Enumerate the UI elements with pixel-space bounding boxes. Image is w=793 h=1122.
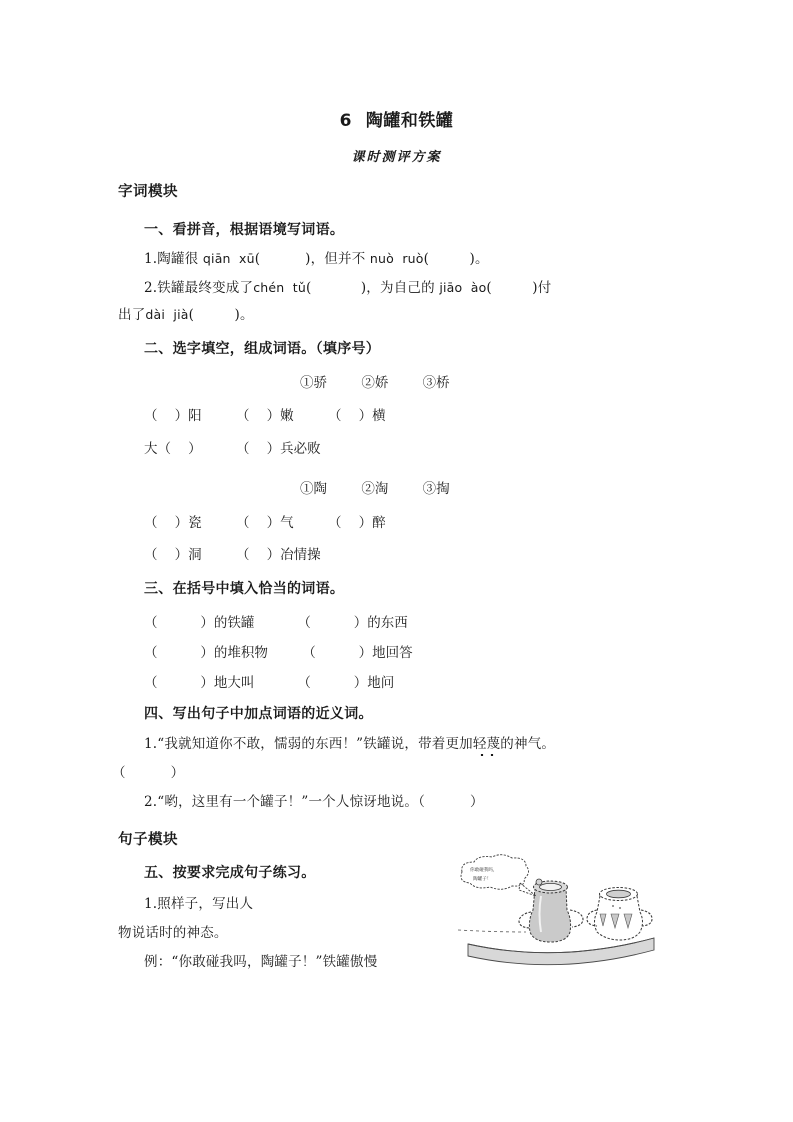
module-heading-zici: 字词模块 — [118, 184, 178, 200]
speech-bubble — [461, 855, 536, 896]
q3-row-3[interactable]: （ ）地大叫 （ ）地问 — [144, 675, 395, 691]
q5-line-1: 1.照样子，写出人 — [144, 896, 254, 912]
q2-group2-row-2[interactable]: （ ）洞 （ ）冶情操 — [144, 547, 321, 563]
q1-item-2-text-a: 铁罐最终变成了 — [157, 280, 254, 296]
shelf-shape — [468, 938, 654, 965]
speech-bubble-line-2: 陶罐子！ — [473, 877, 492, 882]
q2-group1-row-1[interactable]: （ ）阳 （ ）嫩 （ ）横 — [144, 408, 386, 424]
question-heading-2: 二、选字填空，组成词语。（填序号） — [144, 341, 381, 357]
question-heading-3: 三、在括号中填入恰当的词语。 — [144, 581, 345, 597]
lesson-title: 陶罐和铁罐 — [365, 111, 454, 131]
question-heading-5: 五、按要求完成句子练习。 — [144, 865, 316, 881]
q5-line-2: 物说话时的神态。 — [118, 925, 228, 941]
q5-line-3: 例：“你敢碰我吗，陶罐子！”铁罐傲慢 — [144, 954, 378, 970]
q4-item-1-after: 的神气。 — [500, 736, 556, 752]
q1-cont-text-b: ( )。 — [188, 307, 254, 323]
q3-row-1[interactable]: （ ）的铁罐 （ ）的东西 — [144, 615, 408, 631]
page-title — [0, 106, 793, 131]
q1-item-2-continuation — [118, 303, 254, 323]
question-heading-4: 四、写出句子中加点词语的近义词。 — [144, 706, 373, 722]
q1-item-2-pinyin-b: jiāo ào — [439, 280, 487, 295]
q4-item-1-number: 1. — [144, 736, 158, 752]
page-subtitle: 课时测评方案 — [351, 150, 442, 165]
q2-group2-options: ①陶 ②淘 ③掏 — [300, 481, 450, 497]
question-heading-1: 一、看拼音，根据语境写词语。 — [144, 222, 345, 238]
q4-item-1-before: “我就知道你不敢，懦弱的东西！”铁罐说，带着更加 — [157, 736, 473, 752]
q1-item-2-number: 2. — [144, 280, 158, 296]
lesson-number: 6 — [339, 111, 352, 131]
q4-item-2-text: “哟，这里有一个罐子！”一个人惊讶地说。（ ） — [157, 794, 484, 810]
q1-item-2-text-c: ( )付 — [486, 280, 552, 296]
q1-item-2 — [144, 276, 551, 296]
q4-item-1-answer-blank[interactable]: （ ） — [112, 765, 185, 781]
q1-item-1-text-b: ( )，但并不 — [254, 251, 366, 267]
clay-pot — [587, 888, 652, 941]
q1-cont-pinyin: dài jià — [145, 307, 189, 322]
guide-line — [458, 930, 526, 932]
illustration-two-pots-on-shelf — [440, 852, 675, 967]
q2-group2-row-1[interactable]: （ ）瓷 （ ）气 （ ）醉 — [144, 515, 386, 531]
q1-item-1-pinyin-b: nuò ruò — [369, 251, 424, 266]
q4-item-1 — [144, 732, 555, 752]
q4-item-1-emphasis: 轻蔑 — [472, 736, 501, 752]
module-heading-juzi: 句子模块 — [118, 832, 178, 848]
q3-row-2[interactable]: （ ）的堆积物 （ ）地回答 — [144, 645, 413, 661]
q1-item-1 — [144, 247, 489, 267]
q4-item-2-number: 2. — [144, 794, 158, 810]
q1-item-1-pinyin-a: qiān xū — [202, 251, 255, 266]
q4-item-2[interactable] — [144, 790, 484, 810]
speech-bubble-line-1: 你敢碰我吗， — [470, 868, 498, 873]
q1-cont-text-a: 出了 — [118, 307, 146, 323]
q1-item-1-text-a: 陶罐很 — [157, 251, 199, 267]
q1-item-1-number: 1. — [144, 251, 158, 267]
q2-group1-row-2[interactable]: 大（ ） （ ）兵必败 — [144, 441, 321, 457]
iron-pot — [519, 879, 583, 942]
q1-item-2-text-b: ( )，为自己的 — [305, 280, 435, 296]
q2-group1-options: ①骄 ②娇 ③桥 — [300, 375, 450, 391]
q1-item-1-text-c: ( )。 — [423, 251, 489, 267]
q1-item-2-pinyin-a: chén tǔ — [253, 280, 306, 295]
